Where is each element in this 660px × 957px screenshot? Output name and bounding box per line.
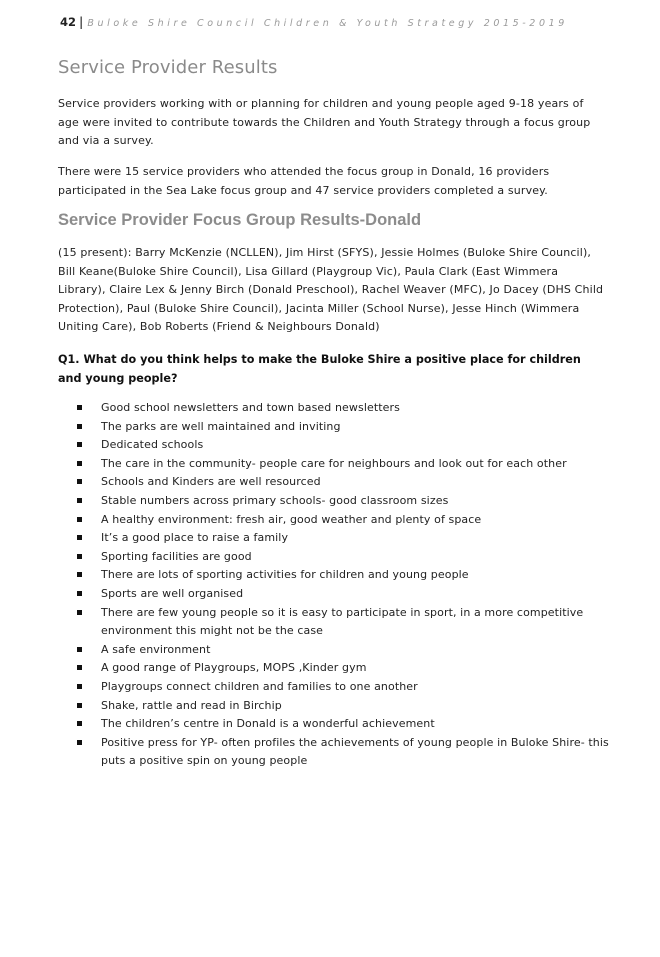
intro-paragraph-2: There were 15 service providers who attended the focus group in Donald, 16 providers participated in the Sea Lake focus group and 47 service providers completed a survey. [58,165,550,197]
list-item: Good school newsletters and town based newsletters [70,399,610,418]
list-item: It’s a good place to raise a family [70,529,610,548]
page-header [60,15,568,33]
list-item: A good range of Playgroups, MOPS ,Kinder gym [70,659,610,678]
list-item: Shake, rattle and read in Birchip [70,697,610,716]
answer-list [70,399,610,771]
list-item: A safe environment [70,641,610,660]
list-item: Stable numbers across primary schools- good classroom sizes [70,492,610,511]
list-item: There are few young people so it is easy to participate in sport, in a more competitive environment this might not be the case [70,604,610,641]
subsection-title: Service Provider Focus Group Results-Donald [58,211,422,229]
list-item: Playgroups connect children and families to one another [70,678,610,697]
list-item: The parks are well maintained and inviting [70,418,610,437]
header-separator: | [79,15,84,29]
running-title: Buloke Shire Council Children & Youth Strategy 2015-2019 [87,18,568,29]
intro-paragraph-1: Service providers working with or planning for children and young people aged 9-18 years of age were invited to contribute towards the Children and Youth Strategy through a focus group and via a survey. [58,97,591,148]
page-number: 42 [60,15,77,29]
list-item: The children’s centre in Donald is a wonderful achievement [70,715,610,734]
list-item: A healthy environment: fresh air, good weather and plenty of space [70,511,610,530]
list-item: Schools and Kinders are well resourced [70,473,610,492]
list-item: There are lots of sporting activities for children and young people [70,566,610,585]
question-heading: Q1. What do you think helps to make the Buloke Shire a positive place for children and young people? [58,353,581,385]
list-item: The care in the community- people care for neighbours and look out for each other [70,455,610,474]
list-item: Sports are well organised [70,585,610,604]
list-item: Sporting facilities are good [70,548,610,567]
section-title: Service Provider Results [58,57,278,78]
list-item: Dedicated schools [70,436,610,455]
list-item: Positive press for YP- often profiles the achievements of young people in Buloke Shire- this puts a positive spin on young people [70,734,610,771]
attendees-paragraph: (15 present): Barry McKenzie (NCLLEN), Jim Hirst (SFYS), Jessie Holmes (Buloke Shire Council), Bill Keane(Buloke Shire Council), Lisa Gillard (Playgroup Vic), Paula Clark (East Wimmera Library), Claire Lex & Jenny Birch (Donald Preschool), Rachel Weaver (MFC), Jo Dacey (DHS Child Protection), Paul (Buloke Shire Council), Jacinta Miller (School Nurse), Jesse Hinch (Wimmera Uniting Care), Bob Roberts (Friend & Neighbours Donald) [58,246,604,334]
